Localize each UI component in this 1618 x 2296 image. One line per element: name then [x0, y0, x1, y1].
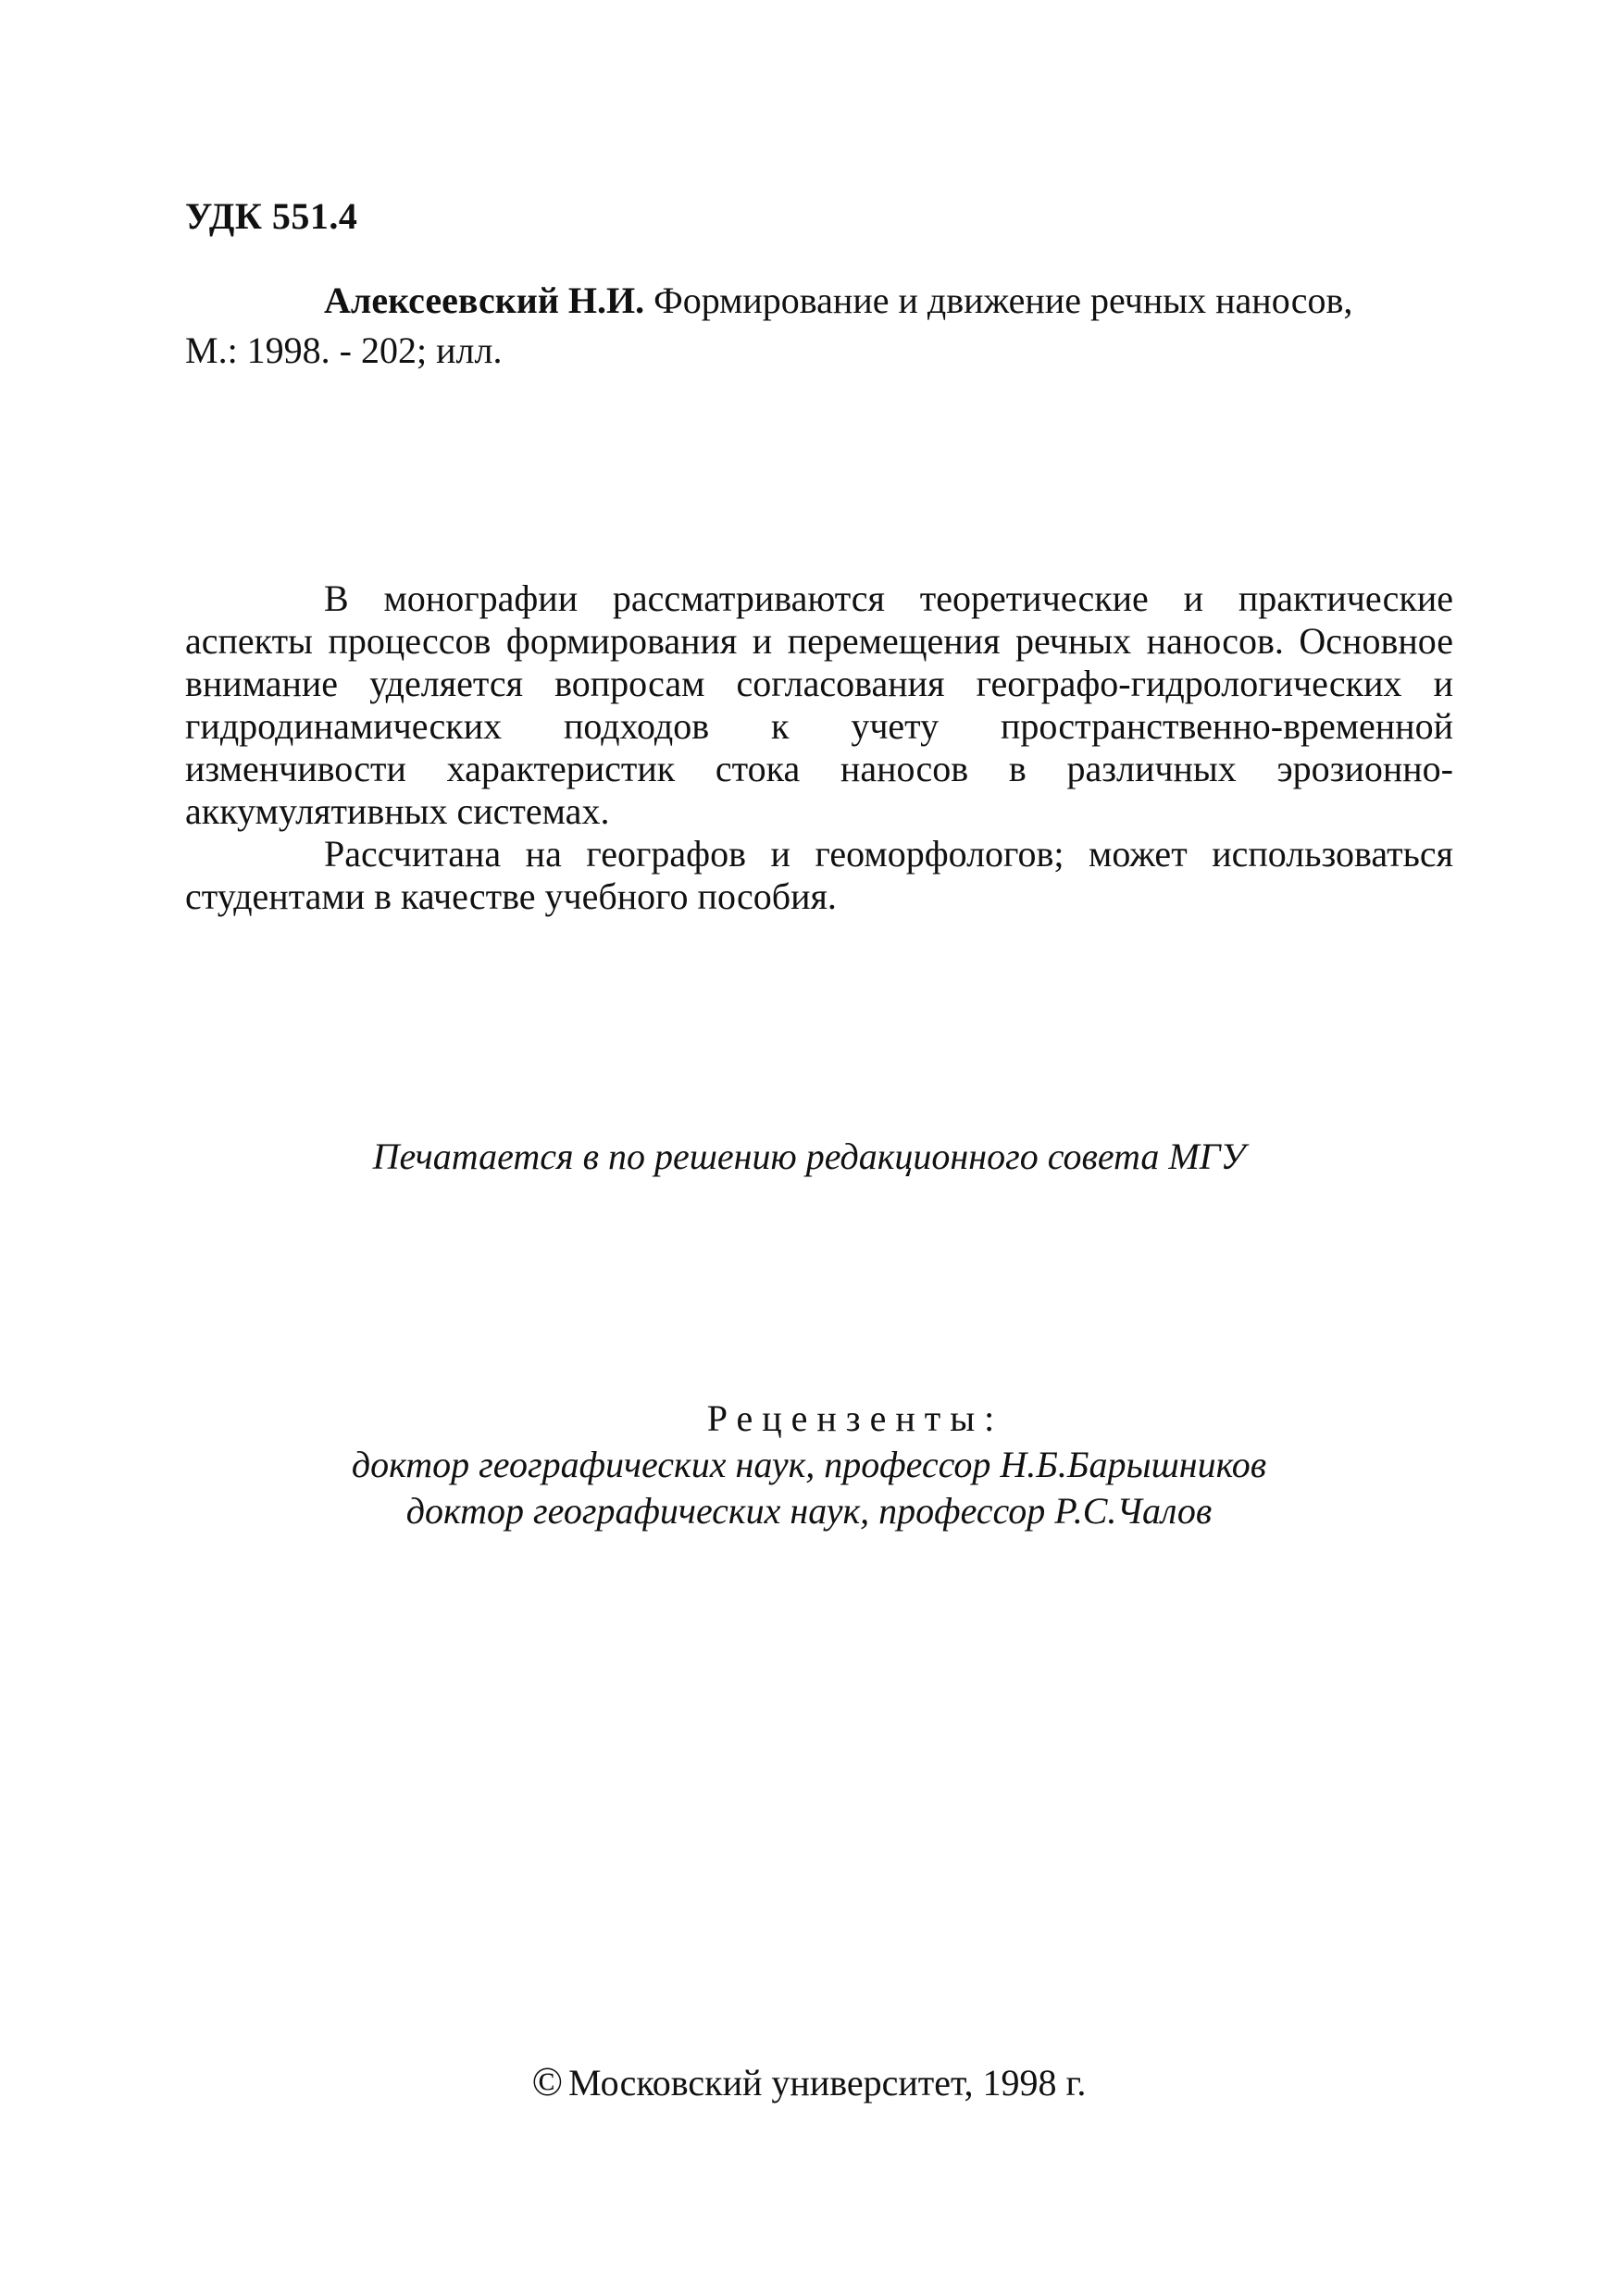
copyright-line [0, 2058, 1618, 2105]
abstract-paragraph-1: В монографии рассматриваются теоретические и практические аспекты процессов формирования и перемещения речных наносов. Основное внимание уделяется вопросам согласования географо-гидрологических и гидродинамических подходов к учету пространственно-временной изменчивости характеристик стока наносов в различных эрозионно-аккумулятивных системах. [185, 577, 1453, 832]
bibliographic-first-line [185, 276, 1453, 326]
reviewer-2: доктор географических наук, профессор Р.С.Чалов [405, 1490, 1213, 1532]
reviewers-block [0, 1396, 1618, 1534]
abstract [185, 577, 1453, 918]
reviewers-heading: Рецензенты: [706, 1397, 1004, 1439]
publication-note: Печатается в по решению редакционного совета МГУ [372, 1136, 1246, 1177]
reviewer-1: доктор географических наук, профессор Н.Б.Барышников [351, 1444, 1267, 1485]
bibliographic-record [185, 276, 1453, 376]
author-name: Алексеевский Н.И. [324, 279, 645, 321]
book-title: Формирование и движение речных наносов, [653, 279, 1353, 321]
copyright-icon: © [531, 2059, 564, 2104]
copyright-text: Московский университет, 1998 г. [568, 2062, 1087, 2104]
abstract-paragraph-2: Рассчитана на географов и геоморфологов; может использоваться студентами в качестве учебного пособия. [185, 833, 1453, 917]
publication-details: М.: 1998. - 202; илл. [185, 329, 503, 371]
udc-code: УДК 551.4 [185, 195, 358, 237]
